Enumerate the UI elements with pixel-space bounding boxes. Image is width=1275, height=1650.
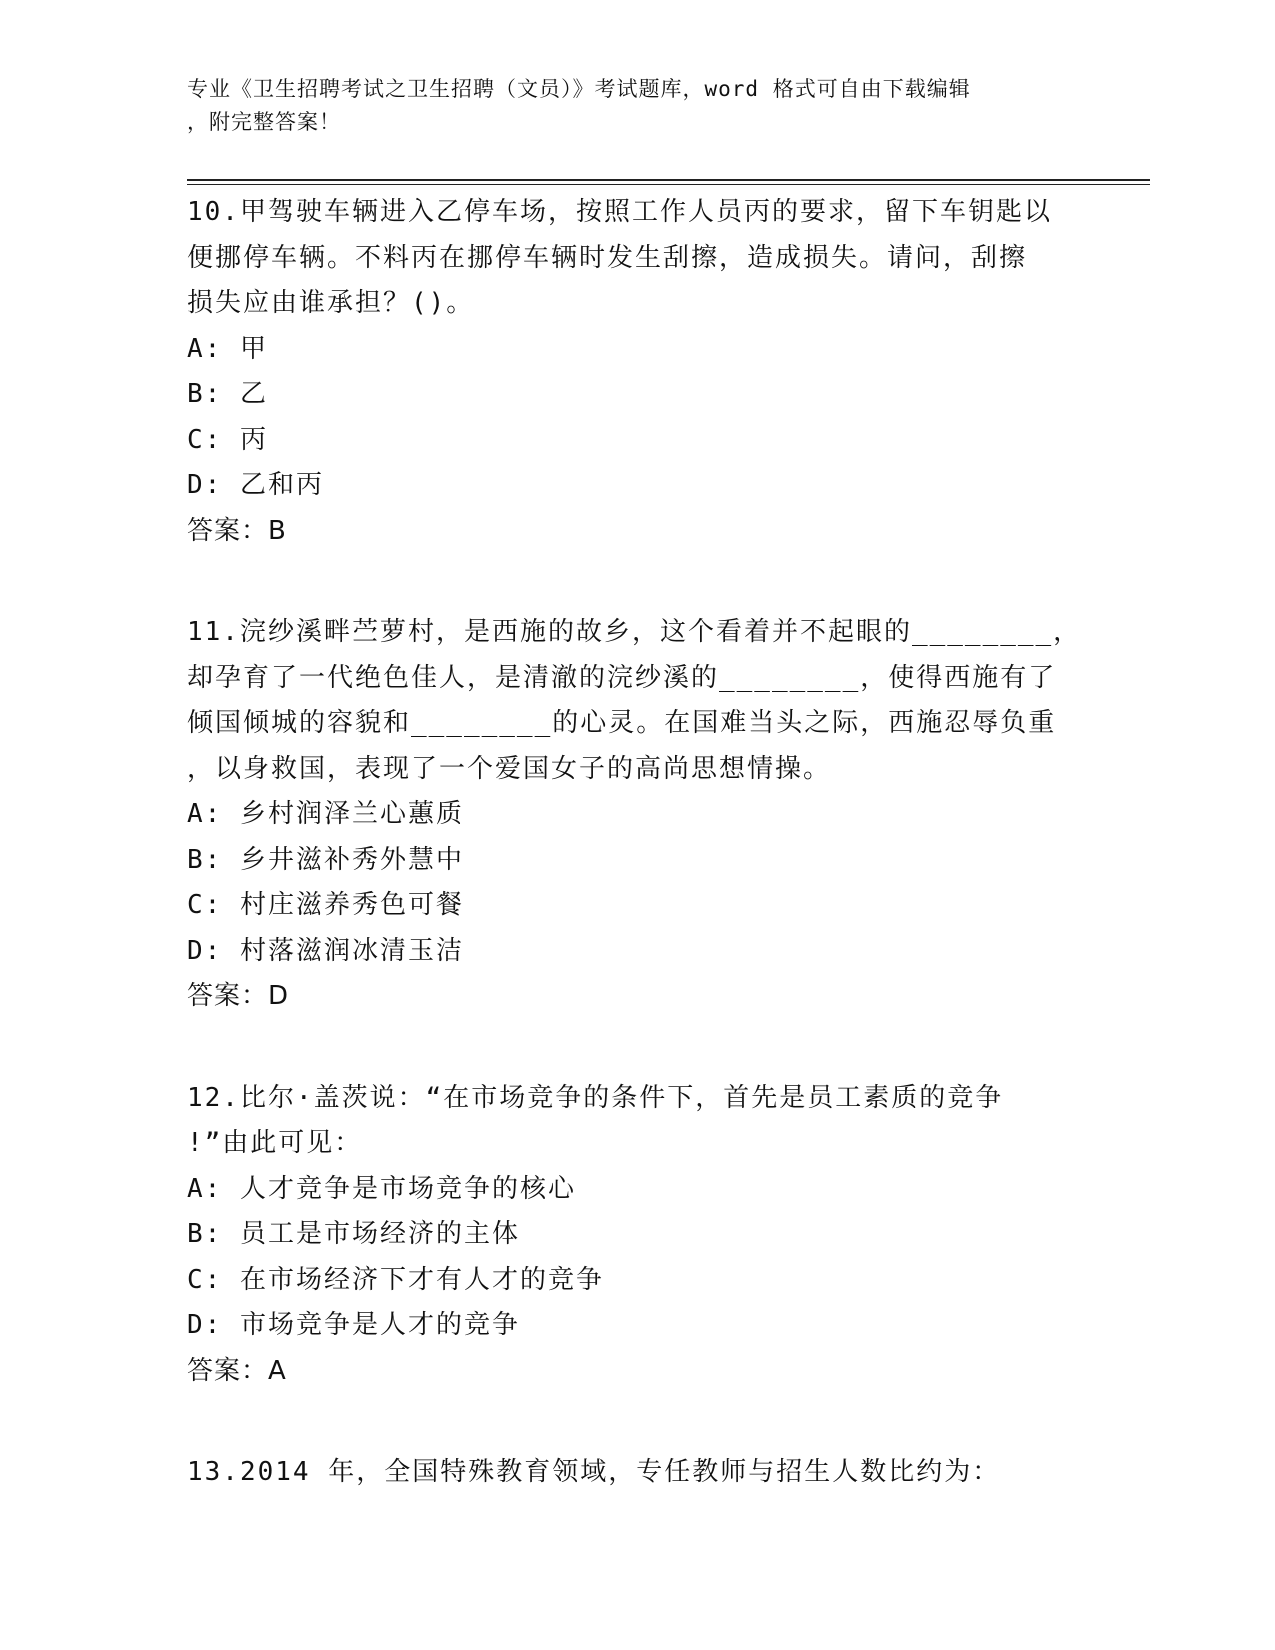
answer-line: 答案：A: [187, 1355, 287, 1386]
question-stem-line: 却孕育了一代绝色佳人，是清澈的浣纱溪的________，使得西施有了: [187, 662, 1057, 693]
question-stem-line: 倾国倾城的容貌和________的心灵。在国难当头之际，西施忍辱负重: [187, 708, 1057, 738]
question-stem-line: 10.甲驾驶车辆进入乙停车场，按照工作人员丙的要求，留下车钥匙以: [187, 197, 1052, 227]
header-line-1: 专业《卫生招聘考试之卫生招聘（文员）》考试题库，word 格式可自由下载编辑: [187, 77, 971, 101]
header-rule-thin: [187, 184, 1150, 185]
option-d: D: 村落滋润冰清玉洁: [187, 935, 464, 966]
question-stem-line: !”由此可见：: [187, 1128, 363, 1158]
question-stem-line: 便挪停车辆。不料丙在挪停车辆时发生刮擦，造成损失。请问，刮擦: [187, 242, 1028, 273]
question-stem-line: 损失应由谁承担？()。: [187, 288, 475, 318]
question-12: [187, 1076, 1087, 1395]
question-stem-line: 12.比尔·盖茨说：“在市场竞争的条件下，首先是员工素质的竞争: [187, 1082, 1004, 1113]
header-line-2: ，附完整答案！: [187, 110, 341, 134]
option-a: A: 乡村润泽兰心蕙质: [187, 799, 464, 829]
question-stem-line: 11.浣纱溪畔苎萝村，是西施的故乡，这个看着并不起眼的________，: [187, 617, 1082, 647]
option-b: B: 员工是市场经济的主体: [187, 1219, 520, 1249]
question-11: [187, 610, 1087, 1020]
option-c: C: 丙: [187, 424, 268, 455]
option-b: B: 乡井滋补秀外慧中: [187, 844, 464, 875]
document-header: [187, 73, 1067, 139]
option-c: C: 在市场经济下才有人才的竞争: [187, 1264, 604, 1295]
question-stem-line: ，以身救国，表现了一个爱国女子的高尚思想情操。: [187, 753, 832, 784]
option-a: A: 人才竞争是市场竞争的核心: [187, 1173, 576, 1204]
answer-line: 答案：D: [187, 981, 290, 1011]
option-c: C: 村庄滋养秀色可餐: [187, 890, 464, 920]
option-b: B: 乙: [187, 379, 268, 409]
question-list: [187, 190, 1087, 1552]
option-d: D: 乙和丙: [187, 470, 324, 500]
question-stem-line: 13.2014 年，全国特殊教育领域，专任教师与招生人数比约为：: [187, 1457, 1001, 1487]
option-a: A: 甲: [187, 333, 268, 364]
question-13: [187, 1450, 1087, 1496]
header-rule-thick: [187, 179, 1150, 181]
option-d: D: 市场竞争是人才的竞争: [187, 1310, 520, 1340]
answer-line: 答案：B: [187, 515, 287, 546]
question-10: [187, 190, 1087, 554]
